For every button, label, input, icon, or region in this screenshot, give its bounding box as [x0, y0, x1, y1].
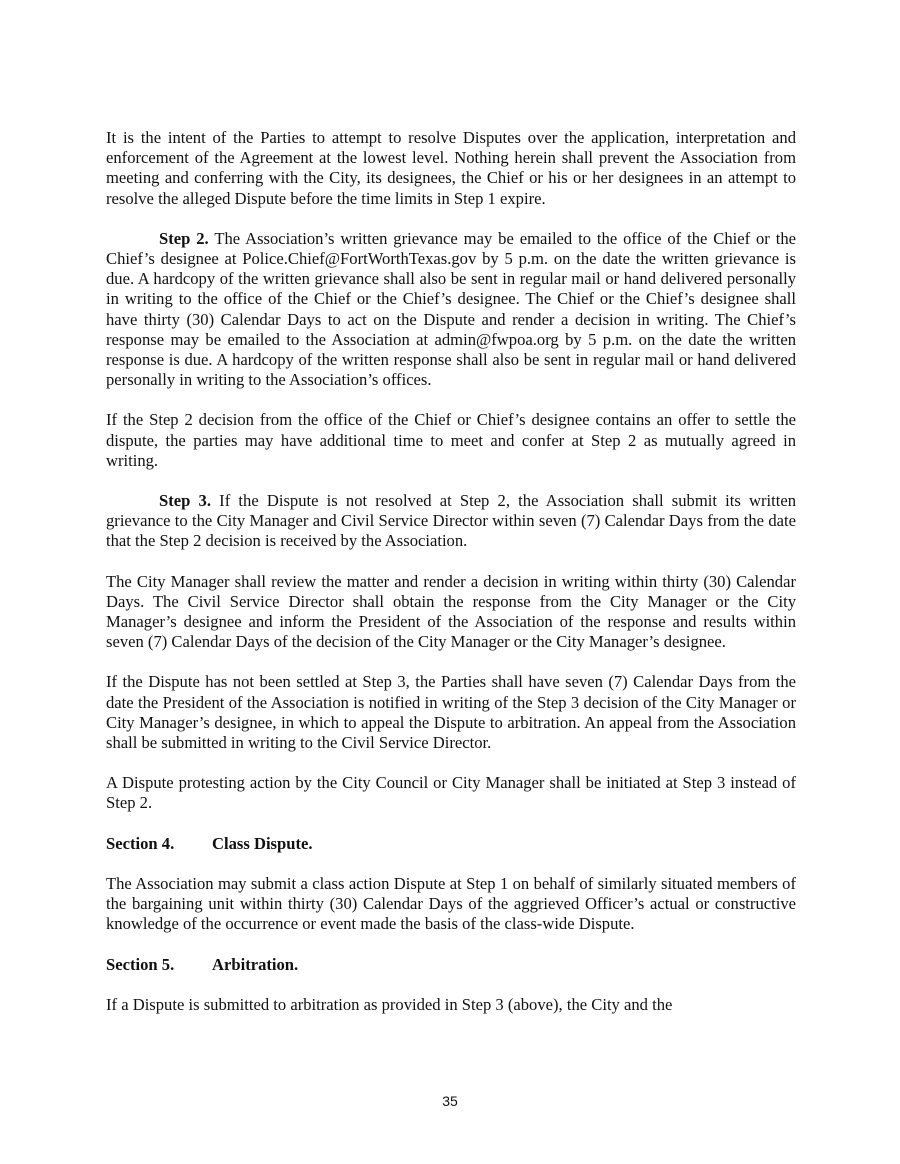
page-number: 35	[442, 1093, 458, 1109]
step-2-text: The Association’s written grievance may be emailed to the office of the Chief or the Chief’s designee at Police.Chief@FortWorthTexas.gov by 5 p.m. on the date the written grievance is due. A hardcopy of the written grievance shall also be sent in regular mail or hand delivered personally in writing to the office of the Chief or the Chief’s designee. The Chief or the Chief’s designee shall have thirty (30) Calendar Days to act on the Dispute and render a decision in writing. The Chief’s response may be emailed to the Association at admin@fwpoa.org by 5 p.m. on the date the written response is due. A hardcopy of the written response shall also be sent in regular mail or hand delivered personally in writing to the Association’s offices.	[106, 228, 797, 390]
section-4-heading	[106, 834, 796, 854]
class-dispute-paragraph: The Association may submit a class action Dispute at Step 1 on behalf of similarly situated members of the bargaining unit within thirty (30) Calendar Days of the aggrieved Officer’s actual or constructive knowledge of the occurrence or event made the basis of the class-wide Dispute.	[106, 873, 796, 934]
city-manager-review-paragraph: The City Manager shall review the matter and render a decision in writing within thirty (30) Calendar Days. The Civil Service Director shall obtain the response from the City Manager or the City Manager’s designee and inform the President of the Association of the response and results within seven (7) Calendar Days of the decision of the City Manager or the City Manager’s designee.	[106, 571, 796, 652]
section-4-title: Class Dispute.	[212, 833, 313, 853]
section-5-heading	[106, 955, 796, 975]
step-2-settlement-paragraph: If the Step 2 decision from the office of the Chief or Chief’s designee contains an offer to settle the dispute, the parties may have additional time to meet and confer at Step 2 as mutually agreed in writing.	[106, 410, 796, 470]
city-council-dispute-paragraph: A Dispute protesting action by the City Council or City Manager shall be initiated at Step 3 instead of Step 2.	[106, 773, 796, 813]
step-3-label: Step 3.	[159, 491, 211, 511]
step-2-label: Step 2.	[159, 228, 209, 248]
arbitration-paragraph: If a Dispute is submitted to arbitration as provided in Step 3 (above), the City and the	[106, 994, 673, 1014]
section-5-number: Section 5.	[106, 954, 175, 974]
section-5-title: Arbitration.	[212, 954, 299, 974]
step-2-paragraph	[106, 229, 796, 391]
appeal-paragraph: If the Dispute has not been settled at Step 3, the Parties shall have seven (7) Calendar Days from the date the President of the Association is notified in writing of the Step 3 decision of the City Manager or City Manager’s designee, in which to appeal the Dispute to arbitration. An appeal from the Association shall be submitted in writing to the Civil Service Director.	[106, 672, 796, 753]
step-3-text: If the Dispute is not resolved at Step 2, the Association shall submit its written grievance to the City Manager and Civil Service Director within seven (7) Calendar Days from the date that the Step 2 decision is received by the Association.	[106, 491, 796, 551]
section-4-number: Section 4.	[106, 833, 175, 853]
document-body	[106, 128, 796, 1035]
intent-paragraph: It is the intent of the Parties to attempt to resolve Disputes over the application, interpretation and enforcement of the Agreement at the lowest level. Nothing herein shall prevent the Association from meeting and conferring with the City, its designees, the Chief or his or her designees in an attempt to resolve the alleged Dispute before the time limits in Step 1 expire.	[106, 128, 796, 208]
step-3-paragraph	[106, 491, 796, 552]
